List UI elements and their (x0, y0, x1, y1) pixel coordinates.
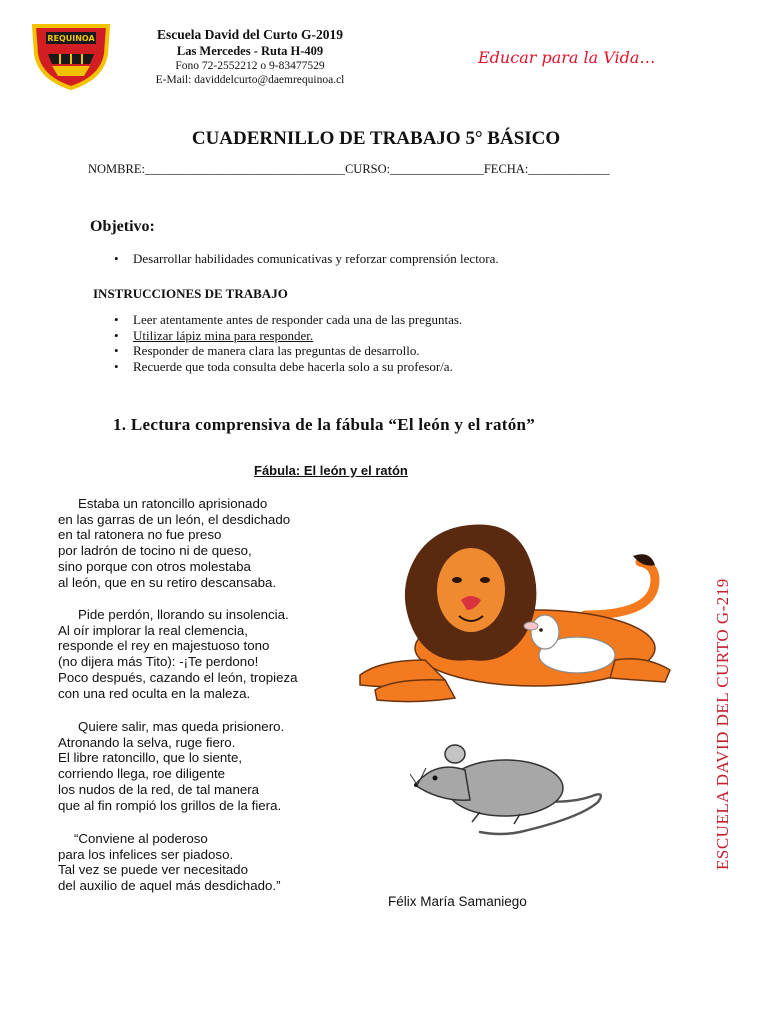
lion-illustration (355, 520, 675, 705)
school-address: Las Mercedes - Ruta H-409 (176, 44, 324, 58)
fable-stanza (58, 607, 298, 701)
verse-line: en las garras de un león, el desdichado (58, 511, 291, 527)
school-motto: Educar para la Vida… (478, 48, 656, 67)
verse-line: Tal vez se puede ver necesitado (58, 862, 248, 878)
verse-line: corriendo llega, roe diligente (58, 766, 226, 782)
verse-line: El libre ratoncillo, que lo siente, (58, 750, 243, 766)
school-vertical-watermark: ESCUELA DAVID DEL CURTO G-219 (713, 578, 732, 870)
instruction-item-underlined: Utilizar lápiz mina para responder. (133, 327, 314, 343)
verse-line: Atronando la selva, ruge fiero. (58, 734, 236, 750)
fable-stanza (58, 496, 290, 590)
objective-item: • Desarrollar habilidades comunicativas y reforzar comprensión lectora. (110, 251, 499, 267)
logo-text: REQUINOA (47, 34, 95, 43)
fable-author: Félix María Samaniego (388, 894, 527, 909)
school-crest-logo (30, 20, 112, 90)
document-title: CUADERNILLO DE TRABAJO 5° BÁSICO (191, 128, 561, 149)
verse-line: Pide perdón, llorando su insolencia. (78, 607, 289, 622)
instruction-item: • Recuerde que toda consulta debe hacerla solo a su profesor/a. (110, 359, 462, 375)
verse-line: Poco después, cazando el león, tropieza (58, 669, 298, 685)
verse-line: Quiere salir, mas queda prisionero. (78, 719, 285, 734)
verse-line: responde el rey en majestuoso tono (58, 638, 270, 654)
instruction-item: • Leer atentamente antes de responder cada una de las preguntas. (110, 312, 462, 328)
verse-line: sino porque con otros molestaba (58, 558, 251, 574)
verse-line: al león, que en su retiro descansaba. (58, 574, 277, 590)
objective-list (110, 251, 499, 267)
instruction-item (110, 328, 462, 344)
verse-line: que al fin rompió los grillos de la fiera. (58, 797, 282, 813)
verse-line: Al oír implorar la real clemencia, (58, 622, 248, 638)
verse-line: para los infelices ser piadoso. (58, 846, 234, 862)
fable-stanza (58, 719, 284, 813)
student-info-line: NOMBRE:________________________________CURSO:_______________FECHA:_____________ (88, 162, 610, 176)
school-name: Escuela David del Curto G-2019 (156, 27, 343, 42)
fable-stanza (58, 831, 281, 894)
verse-line: en tal ratonera no fue preso (58, 527, 222, 543)
objective-heading: Objetivo: (90, 218, 155, 235)
school-email: E-Mail: daviddelcurto@daemrequinoa.cl (155, 74, 345, 86)
instructions-list (110, 312, 462, 374)
verse-line: los nudos de la red, de tal manera (58, 781, 260, 797)
instructions-heading: INSTRUCCIONES DE TRABAJO (93, 286, 288, 301)
verse-line: (no dijera más Tito): -¡Te perdono! (58, 654, 259, 670)
verse-line: del auxilio de aquel más desdichado.” (58, 878, 281, 894)
fable-title: Fábula: El león y el ratón (254, 463, 408, 478)
verse-line: con una red oculta en la maleza. (58, 685, 251, 701)
instruction-item: • Responder de manera clara las preguntas de desarrollo. (110, 343, 462, 359)
school-phone: Fono 72-2552212 o 9-83477529 (175, 60, 325, 72)
verse-line: “Conviene al poderoso (74, 831, 208, 846)
mouse-illustration (410, 740, 610, 840)
verse-line: Estaba un ratoncillo aprisionado (78, 496, 268, 511)
section-heading: 1. Lectura comprensiva de la fábula “El león y el ratón” (113, 415, 536, 434)
verse-line: por ladrón de tocino ni de queso, (58, 543, 252, 559)
